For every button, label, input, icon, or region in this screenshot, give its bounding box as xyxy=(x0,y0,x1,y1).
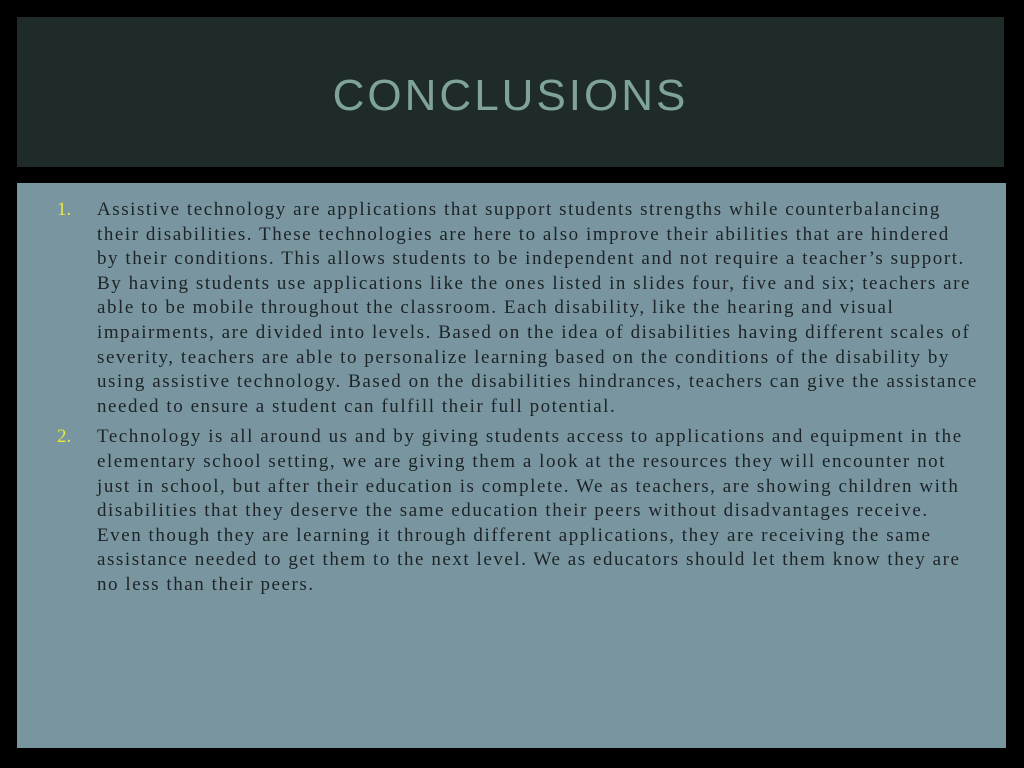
list-item-number: 2. xyxy=(57,426,72,448)
list-item-text: Assistive technology are applications that support students strengths while counterbalancing their disabilities. These technologies are here to also improve their abilities that are hindered by their conditions. This allows students to be independent and not require a teacher’s support. By having students use applications like the ones listed in slides four, five and six; teachers are able to be mobile throughout the classroom. Each disability, like the hearing and visual impairments, are divided into levels. Based on the idea of disabilities having different scales of severity, teachers are able to personalize learning based on the conditions of the disability by using assistive technology. Based on the disabilities hindrances, teachers can give the assistance needed to ensure a student can fulfill their full potential. xyxy=(97,199,978,417)
list-item-number: 1. xyxy=(57,199,72,220)
conclusions-list xyxy=(55,198,978,598)
list-item xyxy=(55,425,978,597)
content-panel xyxy=(17,183,1006,748)
slide-title: CONCLUSIONS xyxy=(332,71,689,120)
list-item-text: Technology is all around us and by giving students access to applications and equipment in the elementary school setting, we are giving them a look at the resources they will encounter not just in school, but after their education is complete. We as teachers, are showing children with disabilities that they deserve the same education their peers without disadvantages receive. Even though they are learning it through different applications, they are receiving the same assistance needed to get them to the next level. We as educators should let them know they are no less than their peers. xyxy=(97,426,963,595)
list-item xyxy=(55,198,978,419)
title-panel xyxy=(17,17,1004,167)
